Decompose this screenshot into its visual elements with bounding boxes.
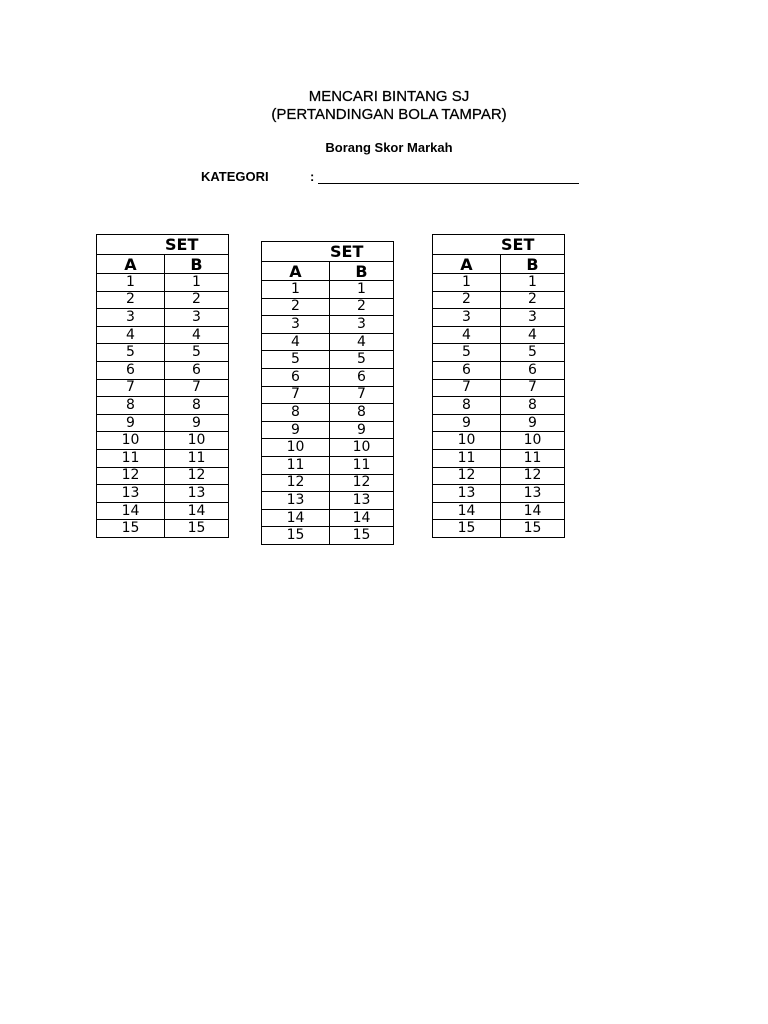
- column-a-header: A: [97, 255, 165, 274]
- score-cell-a[interactable]: 12: [97, 467, 165, 485]
- score-cell-b[interactable]: 3: [501, 309, 565, 327]
- score-row: [97, 520, 229, 538]
- score-cell-b[interactable]: 5: [165, 344, 229, 362]
- score-cell-b[interactable]: 14: [330, 509, 394, 527]
- score-cell-a[interactable]: 3: [262, 316, 330, 334]
- score-cell-b[interactable]: 9: [165, 414, 229, 432]
- score-cell-b[interactable]: 4: [165, 326, 229, 344]
- score-row: [433, 414, 565, 432]
- score-cell-b[interactable]: 2: [165, 291, 229, 309]
- score-row: [262, 333, 394, 351]
- score-row: [433, 485, 565, 503]
- score-cell-b[interactable]: 2: [330, 298, 394, 316]
- score-row: [97, 485, 229, 503]
- score-cell-a[interactable]: 9: [433, 414, 501, 432]
- score-cell-a[interactable]: 8: [97, 397, 165, 415]
- score-cell-a[interactable]: 11: [433, 449, 501, 467]
- score-cell-b[interactable]: 12: [501, 467, 565, 485]
- column-a-header: A: [433, 255, 501, 274]
- score-cell-a[interactable]: 3: [433, 309, 501, 327]
- score-cell-a[interactable]: 14: [97, 502, 165, 520]
- score-cell-b[interactable]: 5: [501, 344, 565, 362]
- score-row: [433, 467, 565, 485]
- score-row: [262, 298, 394, 316]
- score-cell-b[interactable]: 5: [330, 351, 394, 369]
- score-cell-a[interactable]: 2: [262, 298, 330, 316]
- score-cell-a[interactable]: 15: [262, 527, 330, 545]
- set-header: SET: [262, 242, 394, 262]
- score-cell-a[interactable]: 7: [97, 379, 165, 397]
- score-cell-a[interactable]: 2: [97, 291, 165, 309]
- score-cell-b[interactable]: 3: [165, 309, 229, 327]
- score-cell-a[interactable]: 8: [262, 404, 330, 422]
- score-row: [433, 502, 565, 520]
- set-header: SET: [433, 235, 565, 255]
- score-row: [262, 492, 394, 510]
- score-row: [433, 520, 565, 538]
- score-row: [262, 404, 394, 422]
- score-row: [97, 414, 229, 432]
- score-cell-a[interactable]: 12: [433, 467, 501, 485]
- score-row: [97, 432, 229, 450]
- score-rows: [262, 281, 394, 545]
- score-row: [262, 456, 394, 474]
- score-cell-b[interactable]: 12: [165, 467, 229, 485]
- score-cell-b[interactable]: 15: [165, 520, 229, 538]
- column-a-header: A: [262, 262, 330, 281]
- score-cell-a[interactable]: 10: [97, 432, 165, 450]
- score-cell-a[interactable]: 6: [433, 361, 501, 379]
- score-cell-a[interactable]: 1: [262, 281, 330, 299]
- score-cell-b[interactable]: 10: [330, 439, 394, 457]
- score-cell-b[interactable]: 10: [165, 432, 229, 450]
- score-rows: [97, 274, 229, 538]
- score-row: [433, 379, 565, 397]
- score-cell-b[interactable]: 7: [165, 379, 229, 397]
- score-cell-a[interactable]: 11: [262, 456, 330, 474]
- score-table-2: [261, 241, 394, 545]
- score-row: [433, 309, 565, 327]
- score-row: [97, 449, 229, 467]
- score-cell-a[interactable]: 9: [262, 421, 330, 439]
- score-cell-b[interactable]: 14: [501, 502, 565, 520]
- kategori-colon: :: [310, 169, 315, 184]
- score-cell-a[interactable]: 2: [433, 291, 501, 309]
- score-cell-b[interactable]: 1: [330, 281, 394, 299]
- score-row: [97, 291, 229, 309]
- score-cell-b[interactable]: 6: [165, 361, 229, 379]
- score-cell-b[interactable]: 7: [330, 386, 394, 404]
- score-cell-a[interactable]: 7: [262, 386, 330, 404]
- score-cell-a[interactable]: 8: [433, 397, 501, 415]
- score-row: [262, 509, 394, 527]
- score-cell-b[interactable]: 14: [165, 502, 229, 520]
- score-cell-b[interactable]: 8: [330, 404, 394, 422]
- score-cell-a[interactable]: 7: [433, 379, 501, 397]
- score-cell-a[interactable]: 4: [262, 333, 330, 351]
- score-cell-a[interactable]: 4: [433, 326, 501, 344]
- score-cell-a[interactable]: 15: [97, 520, 165, 538]
- score-row: [262, 527, 394, 545]
- score-cell-b[interactable]: 1: [501, 274, 565, 292]
- score-cell-b[interactable]: 2: [501, 291, 565, 309]
- score-cell-a[interactable]: 11: [97, 449, 165, 467]
- score-row: [262, 316, 394, 334]
- score-cell-a[interactable]: 6: [97, 361, 165, 379]
- score-cell-a[interactable]: 3: [97, 309, 165, 327]
- score-table-3: [432, 234, 565, 538]
- score-cell-b[interactable]: 11: [330, 456, 394, 474]
- score-row: [97, 467, 229, 485]
- score-cell-a[interactable]: 4: [97, 326, 165, 344]
- column-b-header: B: [330, 262, 394, 281]
- score-row: [262, 439, 394, 457]
- score-cell-a[interactable]: 1: [97, 274, 165, 292]
- score-cell-b[interactable]: 13: [330, 492, 394, 510]
- score-cell-b[interactable]: 4: [330, 333, 394, 351]
- score-row: [262, 386, 394, 404]
- score-cell-b[interactable]: 15: [501, 520, 565, 538]
- score-cell-b[interactable]: 12: [330, 474, 394, 492]
- score-row: [433, 291, 565, 309]
- score-cell-a[interactable]: 5: [433, 344, 501, 362]
- score-cell-b[interactable]: 8: [501, 397, 565, 415]
- score-cell-a[interactable]: 10: [433, 432, 501, 450]
- score-rows: [433, 274, 565, 538]
- score-cell-a[interactable]: 15: [433, 520, 501, 538]
- score-cell-a[interactable]: 9: [97, 414, 165, 432]
- score-row: [262, 421, 394, 439]
- score-row: [433, 361, 565, 379]
- score-cell-a[interactable]: 14: [433, 502, 501, 520]
- score-cell-b[interactable]: 1: [165, 274, 229, 292]
- score-row: [97, 361, 229, 379]
- score-row: [262, 368, 394, 386]
- score-cell-a[interactable]: 5: [97, 344, 165, 362]
- score-cell-b[interactable]: 10: [501, 432, 565, 450]
- score-cell-a[interactable]: 5: [262, 351, 330, 369]
- score-row: [97, 344, 229, 362]
- score-cell-b[interactable]: 11: [501, 449, 565, 467]
- score-row: [262, 474, 394, 492]
- kategori-label: KATEGORI: [201, 169, 269, 184]
- score-cell-b[interactable]: 11: [165, 449, 229, 467]
- score-table-1: [96, 234, 229, 538]
- form-subtitle: Borang Skor Markah: [325, 140, 453, 155]
- score-row: [97, 502, 229, 520]
- score-row: [97, 309, 229, 327]
- score-cell-a[interactable]: 6: [262, 368, 330, 386]
- score-cell-b[interactable]: 7: [501, 379, 565, 397]
- score-row: [433, 274, 565, 292]
- score-cell-a[interactable]: 10: [262, 439, 330, 457]
- kategori-blank-line[interactable]: [318, 183, 579, 184]
- score-row: [97, 397, 229, 415]
- score-row: [97, 274, 229, 292]
- score-cell-a[interactable]: 13: [97, 485, 165, 503]
- column-b-header: B: [165, 255, 229, 274]
- column-b-header: B: [501, 255, 565, 274]
- score-row: [433, 326, 565, 344]
- score-cell-a[interactable]: 1: [433, 274, 501, 292]
- score-cell-a[interactable]: 14: [262, 509, 330, 527]
- score-cell-b[interactable]: 9: [501, 414, 565, 432]
- score-row: [433, 397, 565, 415]
- score-cell-a[interactable]: 13: [262, 492, 330, 510]
- score-cell-b[interactable]: 6: [501, 361, 565, 379]
- score-cell-b[interactable]: 3: [330, 316, 394, 334]
- score-row: [97, 326, 229, 344]
- score-row: [433, 344, 565, 362]
- score-cell-b[interactable]: 13: [501, 485, 565, 503]
- score-row: [97, 379, 229, 397]
- score-row: [433, 432, 565, 450]
- score-cell-b[interactable]: 15: [330, 527, 394, 545]
- score-cell-a[interactable]: 13: [433, 485, 501, 503]
- score-row: [433, 449, 565, 467]
- page-title-subheading: (PERTANDINGAN BOLA TAMPAR): [271, 106, 507, 123]
- page-title: MENCARI BINTANG SJ: [308, 88, 470, 105]
- score-cell-b[interactable]: 4: [501, 326, 565, 344]
- score-row: [262, 281, 394, 299]
- score-cell-b[interactable]: 9: [330, 421, 394, 439]
- score-cell-b[interactable]: 6: [330, 368, 394, 386]
- score-row: [262, 351, 394, 369]
- score-cell-a[interactable]: 12: [262, 474, 330, 492]
- set-header: SET: [97, 235, 229, 255]
- score-cell-b[interactable]: 13: [165, 485, 229, 503]
- score-cell-b[interactable]: 8: [165, 397, 229, 415]
